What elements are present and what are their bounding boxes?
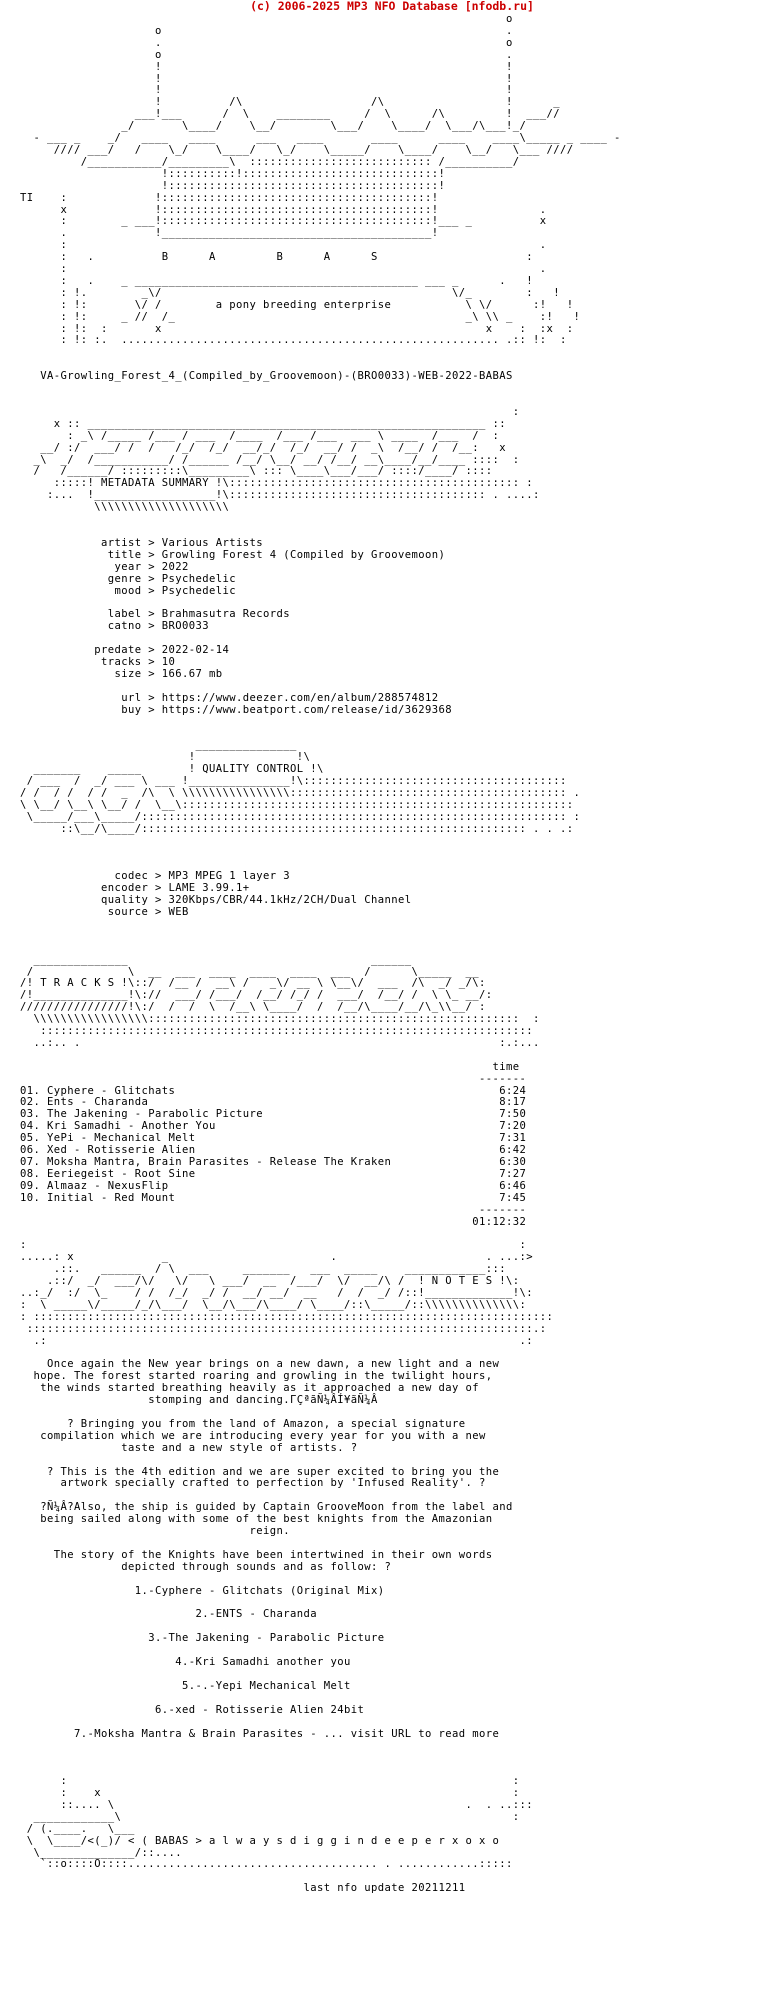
nfo-line: :::::! METADATA SUMMARY !\::::::::::::::::::::::::::::::::::::::::::: : [20, 477, 533, 490]
nfo-line: o [20, 13, 513, 25]
nfo-line: 7.-Moksha Mantra & Brain Parasites - ... visit URL to read more [20, 1727, 500, 1740]
nfo-line: _\ _/ /___________/ /______ /__/ \__/ __/ /__/ __\____/__/____ :::: : [20, 453, 520, 466]
nfo-line: mood > Psychedelic [20, 584, 236, 597]
nfo-line: : . B A B A S : [20, 251, 533, 264]
nfo-line: :... !__________________!\:::::::::::::::::::::::::::::::::::::: . ....: [20, 489, 540, 502]
nfo-line: being sailed along with some of the best knights from the Amazonian [20, 1513, 493, 1526]
nfo-line: / ___ / _/ ___ \ ___ !_______________!\::::::::::::::::::::::::::::::::::::::: [20, 775, 567, 787]
nfo-line: time [20, 1060, 520, 1073]
nfo-line: !::::::::::::::::::::::::::::::::::::::::! [20, 179, 446, 192]
nfo-line: title > Growling Forest 4 (Compiled by Groovemoon) [20, 548, 446, 561]
nfo-line: encoder > LAME 3.99.1+ [20, 882, 250, 895]
nfo-line: __/ :/ ___/ / / /_/ /_/ __/_/ /_/ __/ / _\ /__/ / /__: x [20, 441, 506, 454]
nfo-line: predate > 2022-02-14 [20, 644, 230, 657]
nfo-line: ______________ ______ [20, 953, 412, 966]
nfo-line: ------- [20, 1072, 527, 1085]
nfo-line: last nfo update 20211211 [20, 1882, 466, 1895]
nfo-line: ..:_/ :/ \_ / / /_/ _/ / __/ __/ __ / / _/ /::!_____________!\: [20, 1286, 533, 1299]
nfo-line: 08. Eeriegeist - Root Sine 7:27 [20, 1167, 527, 1180]
nfo-line: \______________/::.... [20, 1846, 182, 1859]
nfo-line: ? This is the 4th edition and we are super excited to bring you the [20, 1465, 500, 1478]
nfo-line: _______________ [20, 739, 297, 752]
nfo-line: the winds started breathing heavily as it approached a new day of [20, 1382, 479, 1395]
nfo-line: source > WEB [20, 905, 189, 918]
nfo-line: 01. Cyphere - Glitchats 6:24 [20, 1084, 527, 1097]
nfo-line: //// ___/ / \_/ \____/ \_/ \_____/ \____/ \__/ \___ //// [20, 143, 574, 156]
nfo-line: . !________________________________________! [20, 227, 439, 240]
nfo-line: 05. YePi - Mechanical Melt 7:31 [20, 1132, 527, 1145]
nfo-line: ..:.. . :.:... [20, 1036, 540, 1049]
nfo-line: artwork specially crafted to perfection by 'Infused Reality'. ? [20, 1477, 486, 1490]
nfo-line: The story of the Knights have been intertwined in their own words [20, 1548, 493, 1561]
nfo-line: ? Bringing you from the land of Amazon, a special signature [20, 1417, 466, 1430]
nfo-line: ////////////////!\:/ / / \ /__\ \____/ / /__/\____/__/\_\\__/ : [20, 1001, 486, 1014]
nfo-line: VA-Growling_Forest_4_(Compiled_by_Groovemoon)-(BRO0033)-WEB-2022-BABAS [20, 370, 513, 383]
nfo-line: _______ _____ ! QUALITY CONTROL !\ [20, 763, 324, 776]
nfo-line: ! /\ /\ ! _ [20, 96, 560, 109]
nfo-line: label > Brahmasutra Records [20, 608, 290, 621]
nfo-line: .::. ______ / \ ___ _______ ___ _____ ____________::: [20, 1263, 506, 1276]
nfo-line: o . [20, 24, 513, 37]
nfo-line: reign. [20, 1525, 290, 1538]
nfo-line: !::::::::::!:::::::::::::::::::::::::::::! [20, 167, 446, 180]
nfo-line: .....: x _ . . ...:> [20, 1251, 533, 1264]
nfo-line: ------- [20, 1203, 527, 1216]
nfo-line: : \ _____\/_____/_/\___/ \__/\___/\____/ \____/::\_____/::\\\\\\\\\\\\\\: [20, 1298, 527, 1311]
nfo-line: 5.-.-Yepi Mechanical Melt [20, 1679, 351, 1692]
nfo-line: / / / / / / _ /\ \ \\\\\\\\\\\\\\\\::::::::::::::::::::::::::::::::::::::::: . [20, 786, 581, 799]
nfo-line: .: .: [20, 1334, 533, 1347]
nfo-line: \\\\\\\\\\\\\\\\\::::::::::::::::::::::::::::::::::::::::::::::::::::::: : [20, 1013, 540, 1026]
nfo-line: .::/ _/ ___/\/ \/ \ ___/ __ /___/ \/ __/\ / ! N O T E S !\: [20, 1275, 520, 1288]
nfo-line: 04. Kri Samadhi - Another You 7:20 [20, 1120, 527, 1133]
nfo-line: TI : !::::::::::::::::::::::::::::::::::::::::! [20, 191, 439, 204]
nfo-line: : !: : x x : :x : [20, 322, 574, 335]
nfo-line: x :: ___________________________________________________________ :: [20, 417, 506, 430]
nfo-line: : x : [20, 1787, 520, 1800]
nfo-line: compilation which we are introducing every year for you with a new [20, 1429, 486, 1442]
nfo-line: taste and a new style of artists. ? [20, 1441, 358, 1454]
nfo-line: : !: _ // /_ _\ \\ _ :! ! [20, 310, 581, 323]
nfo-line: \ \__/ \__\ \__/ / \__\:::::::::::::::::::::::::::::::::::::::::::::::::::::::::: [20, 798, 574, 811]
nfo-line: /___________/_________\ ::::::::::::::::::::::::::: /__________/ [20, 155, 520, 168]
nfo-line: : : [20, 1775, 520, 1788]
nfo-line: 02. Ents - Charanda 8:17 [20, 1096, 527, 1109]
nfo-line: 07. Moksha Mantra, Brain Parasites - Release The Kraken 6:30 [20, 1156, 527, 1168]
nfo-line: buy > https://www.beatport.com/release/id/3629368 [20, 703, 452, 716]
nfo-line: : . [20, 263, 547, 276]
nfo-line: 01:12:32 [20, 1215, 527, 1228]
nfo-line: ____________\ : [20, 1810, 520, 1823]
nfo-line: catno > BRO0033 [20, 620, 209, 633]
nfo-line: /! T R A C K S !\::/ /__ / __\ / _\/ __ \ \__\/ ___ /\ _/ _/\: [20, 977, 486, 990]
nfo-line: : _ ___!::::::::::::::::::::::::::::::::::::::::!___ _ x [20, 215, 547, 228]
nfo-line: 09. Almaaz - NexusFlip 6:46 [20, 1179, 527, 1192]
nfo-line: tracks > 10 [20, 655, 176, 668]
nfo-line: :::::::::::::::::::::::::::::::::::::::::::::::::::::::::::::::::::::::::::.: [20, 1322, 547, 1335]
nfo-line: : [20, 405, 520, 418]
nfo-line: year > 2022 [20, 560, 189, 573]
nfo-line: ! !\ [20, 751, 311, 764]
nfo-line: : _\ /_____ /___ / ___ /____ /___ /___ ___ \ ____ /___ / : [20, 429, 500, 442]
nfo-line: 10. Initial - Red Mount 7:45 [20, 1191, 527, 1204]
nfo-text [20, 14, 621, 1895]
nfo-line: 4.-Kri Samadhi another you [20, 1656, 351, 1669]
nfo-line: `::o::::O::::..................................... . ............::::: [20, 1858, 513, 1871]
nfo-line: \_____/___\_____/::::::::::::::::::::::::::::::::::::::::::::::::::::::::::::::: : [20, 810, 581, 823]
nfo-line: 03. The Jakening - Parabolic Picture 7:50 [20, 1108, 527, 1121]
nfo-line: quality > 320Kbps/CBR/44.1kHz/2CH/Dual Channel [20, 894, 412, 907]
nfo-line: / /______/ :::::::::\_________\ ::: \____\___/___/ ::::/____/ :::: [20, 465, 500, 478]
nfo-line: 6.-xed - Rotisserie Alien 24bit [20, 1703, 365, 1716]
nfo-line: Once again the New year brings on a new dawn, a new light and a new [20, 1358, 500, 1371]
nfo-line: ::::::::::::::::::::::::::::::::::::::::::::::::::::::::::::::::::::::::: [20, 1025, 533, 1038]
nfo-line: artist > Various Artists [20, 536, 263, 549]
nfo-line: size > 166.67 mb [20, 667, 223, 680]
nfo-line: 1.-Cyphere - Glitchats (Original Mix) [20, 1584, 385, 1597]
nfo-line: ::.... \ . . ..::: [20, 1798, 533, 1811]
nfo-line: genre > Psychedelic [20, 572, 236, 585]
nfo-line: 3.-The Jakening - Parabolic Picture [20, 1632, 385, 1645]
nfo-line: x !::::::::::::::::::::::::::::::::::::::::! . [20, 203, 547, 216]
nfo-line: ! ! [20, 60, 513, 73]
nfo-line: \\\\\\\\\\\\\\\\\\\\ [20, 501, 236, 514]
nfo-line: ___!___ / \ ________ / \ /\ ! ___// [20, 108, 560, 121]
nfo-line: _/ \____/ \__/ \___/ \____/ \___/\___!_/ [20, 120, 527, 133]
nfo-line: / \ __ ___ ____ ____ ____ ___ / \_____ __ [20, 965, 479, 978]
nfo-line: - ___ _ _/ ____ ____ ___ ____ ____ ____ ____\_____ _ ____ - [20, 132, 621, 145]
nfo-line: ! ! [20, 84, 513, 97]
nfo-line: : ::::::::::::::::::::::::::::::::::::::::::::::::::::::::::::::::::::::::::::: [20, 1310, 554, 1323]
nfo-line: /!______________!\:// ___/ /___/ /__/ /_/ / ___/ /__/ / \ \_ __/: [20, 989, 493, 1002]
nfo-line: stomping and dancing.ΓÇªãÑ¼ÂÍ¥ãÑ¼Â [20, 1394, 378, 1407]
nfo-line: : . [20, 239, 547, 252]
nfo-line: : : [20, 1239, 527, 1252]
nfo-line: hope. The forest started roaring and growling in the twilight hours, [20, 1370, 493, 1383]
nfo-line: : . _ __________________________________________ ___ _ . ! [20, 274, 533, 287]
nfo-line: depicted through sounds and as follow: ? [20, 1560, 392, 1573]
nfo-line: 2.-ENTS - Charanda [20, 1608, 317, 1621]
nfo-line: : !: :. ........................................................ .:: !: : [20, 334, 567, 347]
nfo-line: \ \____/<(_)/ < ( BABAS > a l w a y s d i g g i n d e e p e r x o x o [20, 1834, 500, 1847]
nfo-line: url > https://www.deezer.com/en/album/288574812 [20, 691, 439, 704]
site-header: (c) 2006-2025 MP3 NFO Database [nfodb.ru] [250, 0, 534, 13]
nfo-line: ! ! [20, 72, 513, 85]
nfo-line: ::\__/\____/::::::::::::::::::::::::::::::::::::::::::::::::::::::::: . . .: [20, 822, 574, 835]
nfo-line: o . [20, 48, 513, 61]
nfo-line: / (.____. \___ [20, 1822, 135, 1835]
nfo-line: . o [20, 36, 513, 49]
nfo-line: : !. _\/ \/_ : ! [20, 286, 560, 299]
nfo-line: 06. Xed - Rotisserie Alien 6:42 [20, 1144, 527, 1157]
nfo-line: ?Ñ¼Â?Also, the ship is guided by Captain GrooveMoon from the label and [20, 1501, 513, 1514]
nfo-line: codec > MP3 MPEG 1 layer 3 [20, 870, 290, 883]
nfo-line: : !: \/ / a pony breeding enterprise \ \/ :! ! [20, 298, 574, 311]
